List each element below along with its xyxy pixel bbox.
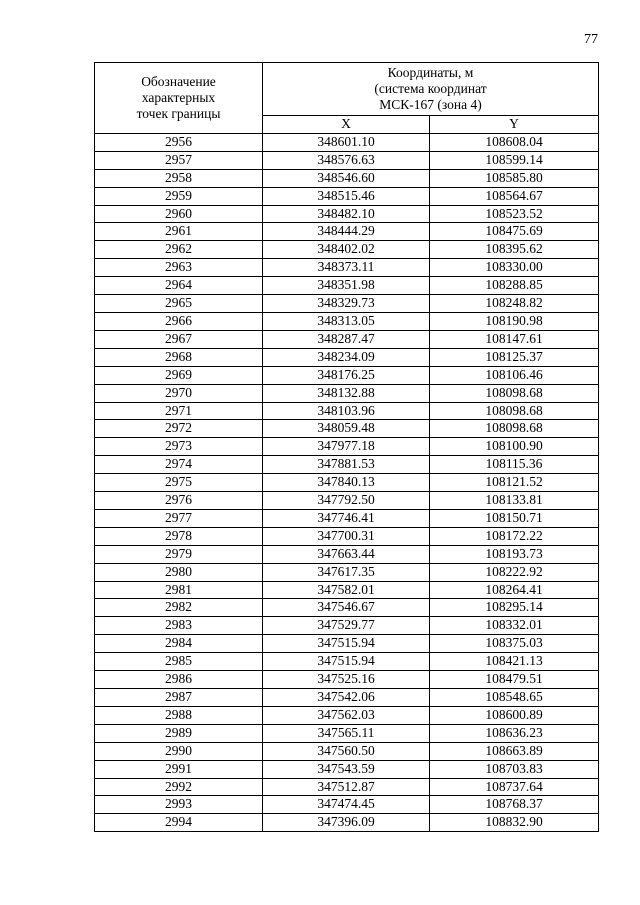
header-point-line: Обозначение: [141, 73, 216, 89]
x-cell: 347582.01: [263, 581, 430, 599]
y-cell: 108332.01: [430, 617, 599, 635]
table-row: [95, 277, 599, 295]
table-row: [95, 706, 599, 724]
point-cell: 2969: [95, 366, 263, 384]
point-cell: 2970: [95, 384, 263, 402]
y-cell: 108636.23: [430, 724, 599, 742]
header-coordinates: [263, 63, 599, 116]
header-point-designation: [95, 63, 263, 134]
x-cell: 347792.50: [263, 492, 430, 510]
x-cell: 347562.03: [263, 706, 430, 724]
point-cell: 2959: [95, 187, 263, 205]
table-body: [95, 133, 599, 831]
y-cell: 108295.14: [430, 599, 599, 617]
x-cell: 347396.09: [263, 814, 430, 832]
point-cell: 2982: [95, 599, 263, 617]
y-cell: 108832.90: [430, 814, 599, 832]
y-cell: 108147.61: [430, 330, 599, 348]
x-cell: 347529.77: [263, 617, 430, 635]
y-cell: 108264.41: [430, 581, 599, 599]
x-cell: 347546.67: [263, 599, 430, 617]
table-row: [95, 635, 599, 653]
point-cell: 2956: [95, 133, 263, 151]
x-cell: 348132.88: [263, 384, 430, 402]
y-cell: 108564.67: [430, 187, 599, 205]
y-cell: 108421.13: [430, 653, 599, 671]
x-cell: 348482.10: [263, 205, 430, 223]
table-row: [95, 187, 599, 205]
table-row: [95, 724, 599, 742]
table-row: [95, 384, 599, 402]
table-row: [95, 527, 599, 545]
x-cell: 348059.48: [263, 420, 430, 438]
point-cell: 2993: [95, 796, 263, 814]
x-cell: 347565.11: [263, 724, 430, 742]
point-cell: 2977: [95, 509, 263, 527]
x-cell: 348576.63: [263, 151, 430, 169]
x-cell: 348176.25: [263, 366, 430, 384]
point-cell: 2974: [95, 456, 263, 474]
point-cell: 2983: [95, 617, 263, 635]
point-cell: 2962: [95, 241, 263, 259]
point-cell: 2990: [95, 742, 263, 760]
y-cell: 108768.37: [430, 796, 599, 814]
x-cell: 348515.46: [263, 187, 430, 205]
x-cell: 347512.87: [263, 778, 430, 796]
point-cell: 2976: [95, 492, 263, 510]
table-row: [95, 223, 599, 241]
table-row: [95, 474, 599, 492]
x-cell: 347515.94: [263, 635, 430, 653]
point-cell: 2989: [95, 724, 263, 742]
y-cell: 108475.69: [430, 223, 599, 241]
y-cell: 108548.65: [430, 689, 599, 707]
y-cell: 108098.68: [430, 402, 599, 420]
point-cell: 2984: [95, 635, 263, 653]
table-row: [95, 778, 599, 796]
y-cell: 108121.52: [430, 474, 599, 492]
x-cell: 347542.06: [263, 689, 430, 707]
header-point-line: точек границы: [136, 105, 221, 121]
point-cell: 2960: [95, 205, 263, 223]
x-cell: 347840.13: [263, 474, 430, 492]
x-cell: 348546.60: [263, 169, 430, 187]
y-cell: 108248.82: [430, 295, 599, 313]
table-row: [95, 760, 599, 778]
y-cell: 108288.85: [430, 277, 599, 295]
x-cell: 348103.96: [263, 402, 430, 420]
table-row: [95, 312, 599, 330]
table-row: [95, 366, 599, 384]
point-cell: 2964: [95, 277, 263, 295]
x-cell: 347700.31: [263, 527, 430, 545]
point-cell: 2971: [95, 402, 263, 420]
y-cell: 108133.81: [430, 492, 599, 510]
point-cell: 2961: [95, 223, 263, 241]
x-cell: 347474.45: [263, 796, 430, 814]
x-cell: 347617.35: [263, 563, 430, 581]
y-cell: 108106.46: [430, 366, 599, 384]
point-cell: 2966: [95, 312, 263, 330]
point-cell: 2991: [95, 760, 263, 778]
table-row: [95, 402, 599, 420]
point-cell: 2994: [95, 814, 263, 832]
y-cell: 108663.89: [430, 742, 599, 760]
table-row: [95, 330, 599, 348]
header-coords-line: Координаты, м: [387, 65, 474, 80]
x-cell: 348373.11: [263, 259, 430, 277]
point-cell: 2957: [95, 151, 263, 169]
y-cell: 108523.52: [430, 205, 599, 223]
table-row: [95, 581, 599, 599]
y-cell: 108115.36: [430, 456, 599, 474]
y-cell: 108150.71: [430, 509, 599, 527]
table-row: [95, 259, 599, 277]
y-cell: 108190.98: [430, 312, 599, 330]
y-cell: 108098.68: [430, 420, 599, 438]
x-cell: 348444.29: [263, 223, 430, 241]
y-cell: 108172.22: [430, 527, 599, 545]
y-cell: 108098.68: [430, 384, 599, 402]
table-row: [95, 599, 599, 617]
coordinates-table: [94, 62, 599, 832]
y-cell: 108375.03: [430, 635, 599, 653]
x-cell: 347977.18: [263, 438, 430, 456]
point-cell: 2987: [95, 689, 263, 707]
y-cell: 108222.92: [430, 563, 599, 581]
x-cell: 347515.94: [263, 653, 430, 671]
table-row: [95, 509, 599, 527]
table-row: [95, 689, 599, 707]
y-cell: 108608.04: [430, 133, 599, 151]
x-cell: 347560.50: [263, 742, 430, 760]
y-cell: 108125.37: [430, 348, 599, 366]
point-cell: 2965: [95, 295, 263, 313]
point-cell: 2992: [95, 778, 263, 796]
table-row: [95, 348, 599, 366]
table-row: [95, 151, 599, 169]
y-cell: 108703.83: [430, 760, 599, 778]
point-cell: 2973: [95, 438, 263, 456]
point-cell: 2963: [95, 259, 263, 277]
y-cell: 108100.90: [430, 438, 599, 456]
y-cell: 108585.80: [430, 169, 599, 187]
table-row: [95, 742, 599, 760]
x-cell: 347543.59: [263, 760, 430, 778]
x-cell: 348287.47: [263, 330, 430, 348]
point-cell: 2967: [95, 330, 263, 348]
y-cell: 108737.64: [430, 778, 599, 796]
table-row: [95, 814, 599, 832]
point-cell: 2988: [95, 706, 263, 724]
point-cell: 2979: [95, 545, 263, 563]
y-cell: 108479.51: [430, 671, 599, 689]
table-row: [95, 492, 599, 510]
page-number: 77: [584, 32, 598, 47]
point-cell: 2958: [95, 169, 263, 187]
y-cell: 108193.73: [430, 545, 599, 563]
table-row: [95, 169, 599, 187]
x-cell: 347746.41: [263, 509, 430, 527]
table-row: [95, 205, 599, 223]
x-cell: 347881.53: [263, 456, 430, 474]
table-row: [95, 438, 599, 456]
x-cell: 347525.16: [263, 671, 430, 689]
x-cell: 348329.73: [263, 295, 430, 313]
x-cell: 348601.10: [263, 133, 430, 151]
header-point-line: характерных: [141, 89, 216, 105]
table-row: [95, 671, 599, 689]
table-row: [95, 617, 599, 635]
y-cell: 108330.00: [430, 259, 599, 277]
header-coords-line: (система координат: [374, 81, 487, 96]
table-row: [95, 420, 599, 438]
point-cell: 2972: [95, 420, 263, 438]
point-cell: 2981: [95, 581, 263, 599]
header-y: Y: [430, 116, 599, 134]
y-cell: 108599.14: [430, 151, 599, 169]
x-cell: 347663.44: [263, 545, 430, 563]
y-cell: 108600.89: [430, 706, 599, 724]
table-row: [95, 456, 599, 474]
y-cell: 108395.62: [430, 241, 599, 259]
x-cell: 348402.02: [263, 241, 430, 259]
point-cell: 2986: [95, 671, 263, 689]
header-coords-line: МСК-167 (зона 4): [379, 97, 482, 112]
table-row: [95, 241, 599, 259]
point-cell: 2985: [95, 653, 263, 671]
x-cell: 348351.98: [263, 277, 430, 295]
x-cell: 348313.05: [263, 312, 430, 330]
point-cell: 2980: [95, 563, 263, 581]
point-cell: 2968: [95, 348, 263, 366]
table-row: [95, 133, 599, 151]
table-row: [95, 295, 599, 313]
x-cell: 348234.09: [263, 348, 430, 366]
point-cell: 2975: [95, 474, 263, 492]
header-x: X: [263, 116, 430, 134]
table-row: [95, 545, 599, 563]
table-row: [95, 563, 599, 581]
point-cell: 2978: [95, 527, 263, 545]
table-row: [95, 653, 599, 671]
table-row: [95, 796, 599, 814]
